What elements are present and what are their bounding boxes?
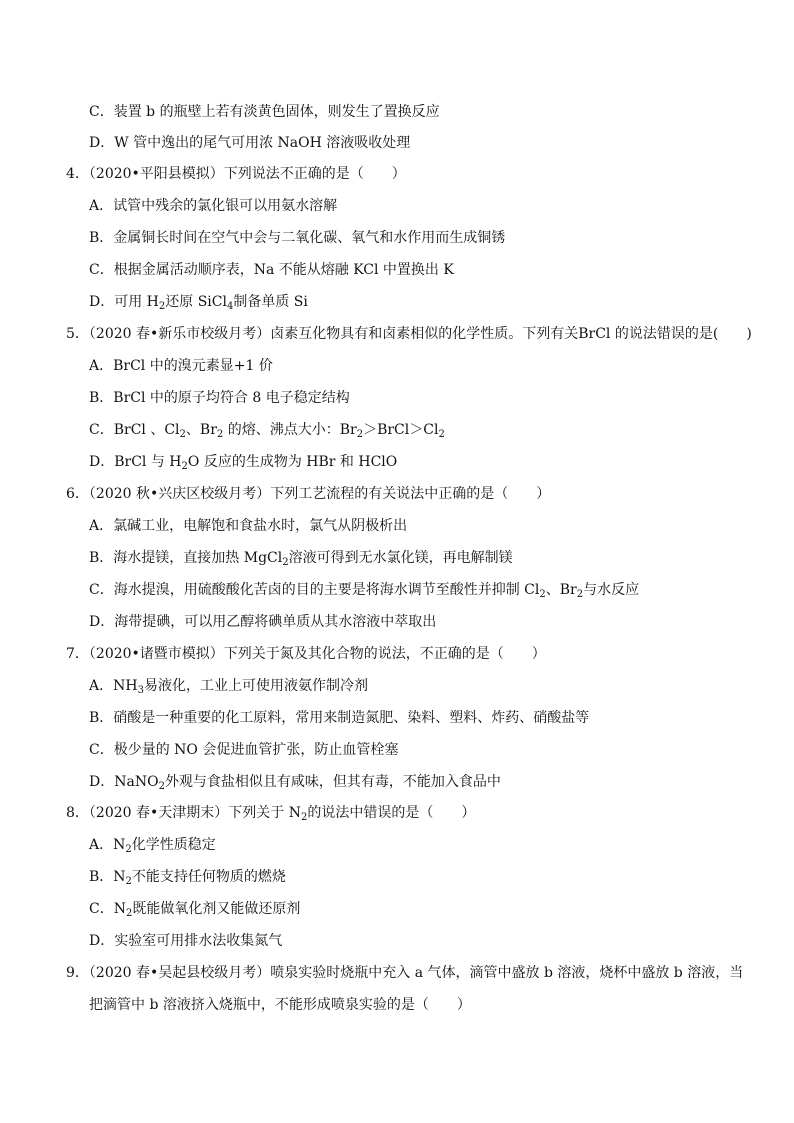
subscript: 2 [125, 908, 133, 919]
subscript: 2 [125, 844, 132, 855]
text-run: D．W 管中逸出的尾气可用浓 NaOH 溶液吸收处理 [89, 135, 411, 151]
text-run: 7．（2020•诸暨市模拟）下列关于氮及其化合物的说法，不正确的是（ ） [66, 646, 546, 662]
text-run: B．海水提镁，直接加热 MgCl [89, 550, 283, 566]
subscript: 2 [576, 589, 584, 600]
subscript: 2 [282, 557, 289, 568]
answer-option [89, 835, 216, 855]
text-run: 的说法中错误的是（ ） [307, 805, 476, 821]
subscript: 2 [179, 429, 186, 440]
question-continuation [89, 995, 471, 1015]
answer-option [89, 356, 273, 376]
answer-option [89, 228, 505, 248]
text-run: 外观与食盐相似且有咸味，但其有毒，不能加入食品中 [164, 774, 501, 790]
text-run: D．实验室可用排水法收集氮气 [89, 933, 283, 949]
text-run: O 反应的生成物为 HBr 和 HClO [187, 454, 398, 470]
text-run: D．BrCl 与 H [89, 454, 182, 470]
text-run: C．N [89, 901, 126, 917]
question-stem [66, 164, 406, 184]
text-run: 、Br [185, 422, 217, 438]
text-run: 还原 SiCl [165, 294, 227, 310]
text-run: C．极少量的 NO 会促进血管扩张，防止血管栓塞 [89, 742, 399, 758]
text-run: C．BrCl 、Cl [89, 422, 180, 438]
text-run: 5．（2020 春•新乐市校级月考）卤素互化物具有和卤素相似的化学性质。下列有关BrCl 的说法错误的是( ) [66, 326, 752, 342]
subscript: 2 [438, 429, 445, 440]
text-run: 把滴管中 b 溶液挤入烧瓶中，不能形成喷泉实验的是（ ） [89, 997, 471, 1013]
text-run: B．N [89, 869, 126, 885]
answer-option [89, 676, 368, 696]
text-run: C．根据金属活动顺序表，Na 不能从熔融 KCl 中置换出 K [89, 262, 454, 278]
text-run: 8．（2020 春•天津期末）下列关于 N [66, 805, 301, 821]
answer-option [89, 740, 398, 760]
text-run: 既能做氧化剂又能做还原剂 [132, 901, 301, 917]
question-stem [66, 484, 550, 504]
answer-option [89, 899, 300, 919]
subscript: 2 [181, 461, 188, 472]
text-run: D．NaNO [89, 774, 159, 790]
answer-option [89, 772, 501, 792]
subscript: 2 [356, 429, 364, 440]
text-run: B．金属铜长时间在空气中会与二氧化碳、氧气和水作用而生成铜锈 [89, 230, 506, 246]
text-run: D．海带提碘，可以用乙醇将碘单质从其水溶液中萃取出 [89, 614, 437, 630]
subscript: 2 [158, 301, 166, 312]
answer-option [89, 292, 308, 312]
text-run: 4．（2020•平阳县模拟）下列说法不正确的是（ ） [66, 166, 406, 182]
answer-option [89, 388, 350, 408]
subscript: 2 [125, 876, 132, 887]
answer-option [89, 196, 337, 216]
subscript: 2 [300, 812, 308, 823]
subscript: 2 [216, 429, 224, 440]
text-run: 9．（2020 春•吴起县校级月考）喷泉实验时烧瓶中充入 a 气体，滴管中盛放 b 溶液，烧杯中盛放 b 溶液，当 [66, 965, 744, 981]
text-run: 化学性质稳定 [131, 837, 216, 853]
text-run: 易液化，工业上可使用液氨作制冷剂 [143, 678, 368, 694]
answer-option [89, 931, 282, 951]
subscript: 4 [226, 301, 234, 312]
answer-option [89, 420, 445, 440]
text-run: B．硝酸是一种重要的化工原料，常用来制造氮肥、染料、塑料、炸药、硝酸盐等 [89, 710, 590, 726]
answer-option [89, 867, 286, 887]
text-run: A．氯碱工业，电解饱和食盐水时，氯气从阴极析出 [89, 518, 408, 534]
answer-option [89, 516, 407, 536]
text-run: 制备单质 Si [233, 294, 308, 310]
text-run: D．可用 H [89, 294, 159, 310]
text-run: 与水反应 [583, 582, 640, 598]
answer-option [89, 260, 454, 280]
answer-option [89, 580, 639, 600]
answer-option [89, 452, 397, 472]
text-run: A．试管中残余的氯化银可以用氨水溶解 [89, 198, 338, 214]
subscript: 3 [137, 685, 144, 696]
text-run: C．海水提溴，用硫酸酸化苦卤的目的主要是将海水调节至酸性并抑制 Cl [89, 582, 540, 598]
answer-option [89, 133, 410, 153]
text-run: A．NH [89, 678, 138, 694]
text-run: ＞BrCl＞Cl [363, 422, 439, 438]
text-run: A．N [89, 837, 126, 853]
text-run: 溶液可得到无水氯化镁，再电解制镁 [288, 550, 513, 566]
subscript: 2 [539, 589, 546, 600]
text-run: A．BrCl 中的溴元素显+1 价 [89, 358, 273, 374]
answer-option [89, 612, 436, 632]
text-run: 不能支持任何物质的燃烧 [131, 869, 286, 885]
text-run: 6．（2020 秋•兴庆区校级月考）下列工艺流程的有关说法中正确的是（ ） [66, 486, 551, 502]
answer-option [89, 548, 513, 568]
text-run: C．装置 b 的瓶壁上若有淡黄色固体，则发生了置换反应 [89, 104, 440, 120]
subscript: 2 [158, 781, 165, 792]
question-stem [66, 803, 475, 823]
answer-option [89, 708, 589, 728]
question-stem [66, 324, 752, 344]
question-stem [66, 963, 743, 983]
text-run: B．BrCl 中的原子均符合 8 电子稳定结构 [89, 390, 350, 406]
text-run: 的熔、沸点大小：Br [223, 422, 357, 438]
answer-option [89, 102, 440, 122]
text-run: 、Br [545, 582, 577, 598]
question-stem [66, 644, 546, 664]
